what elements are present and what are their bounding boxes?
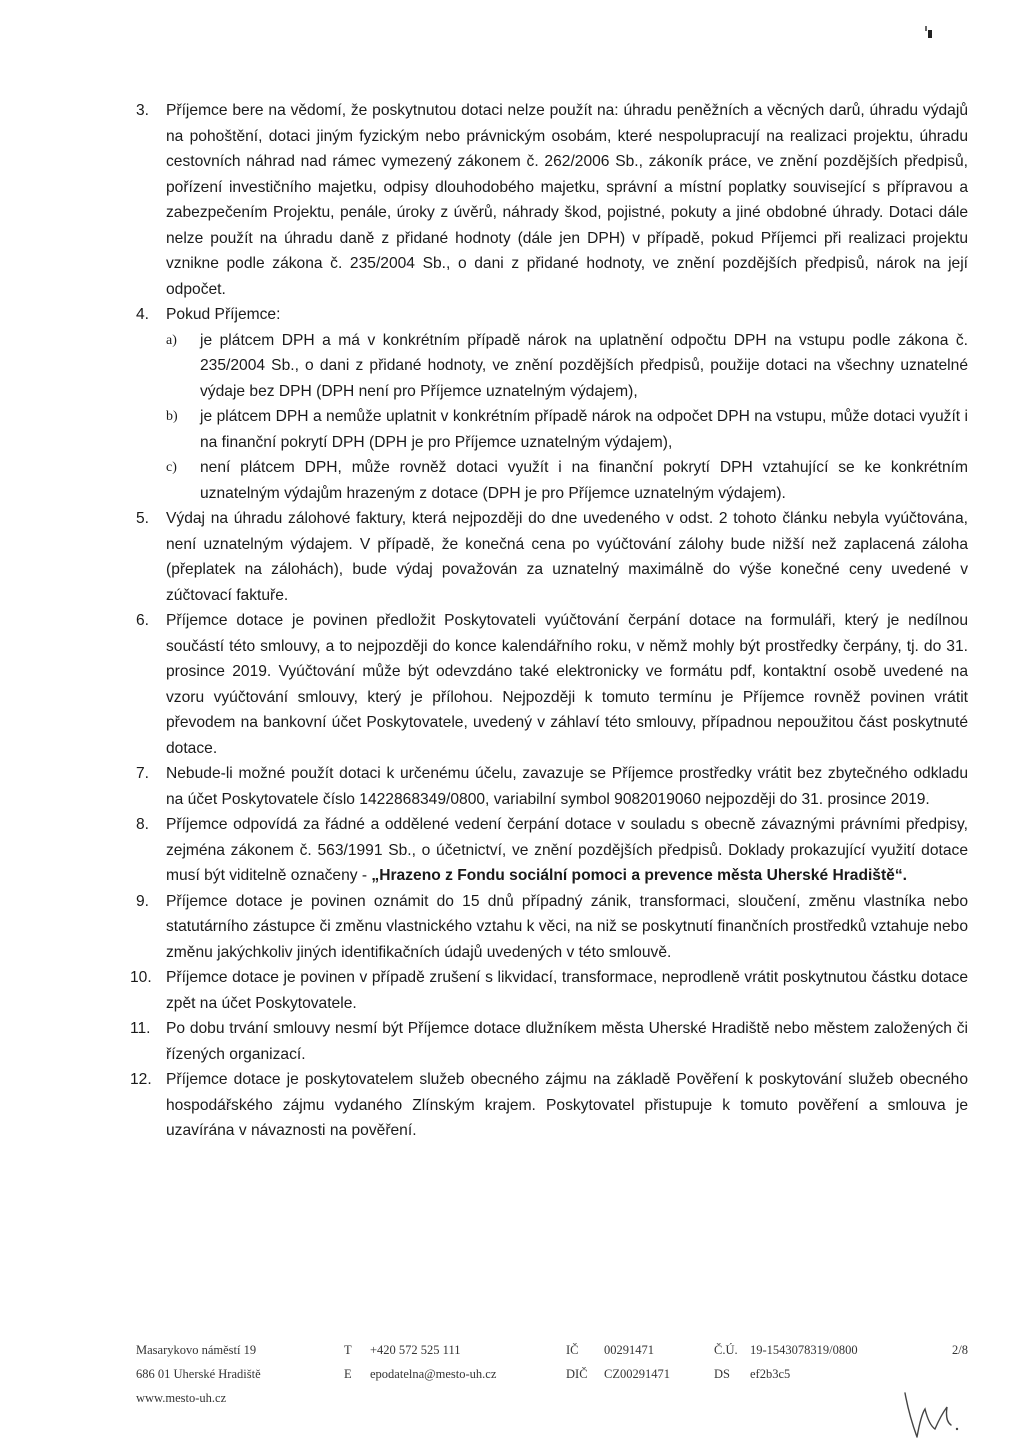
footer-ds-label: DS (714, 1367, 730, 1381)
footer-address-city: 686 01 Uherské Hradiště (136, 1367, 261, 1381)
footer-ds: ef2b3c5 (750, 1367, 791, 1381)
clause-text-plain: Příjemce odpovídá za řádné a oddělené vedení čerpání dotace v souladu s obecně závaznými právními předpisy, zejména zákonem č. 563/1991 Sb., o účetnictví, ve znění pozdějších předpisů. Doklady prokazující využití dotace musí být viditelně označeny - (166, 816, 968, 884)
footer-address-street: Masarykovo náměstí 19 (136, 1343, 257, 1357)
footer-account-label: Č.Ú. (714, 1343, 738, 1357)
clause-text: Po dobu trvání smlouvy nesmí být Příjemce dotace dlužníkem města Uherské Hradiště nebo městem založených či řízených organizací. (166, 1020, 968, 1063)
clause-text (166, 812, 968, 889)
clause-9 (136, 889, 968, 966)
scan-mark (928, 30, 932, 38)
signature-initials-icon (895, 1385, 965, 1445)
footer-website-link[interactable]: www.mesto-uh.cz (136, 1391, 227, 1405)
clause-number: 6. (136, 612, 150, 629)
clause-number: 4. (136, 306, 150, 323)
sub-letter: c) (166, 460, 177, 475)
clause-number: 7. (136, 765, 150, 782)
clause-11 (130, 1016, 968, 1067)
clause-4-a (166, 328, 968, 405)
clause-number: 12. (130, 1071, 152, 1088)
clause-text: Příjemce bere na vědomí, že poskytnutou dotaci nelze použít na: úhradu peněžních a věcných darů, úhradu výdajů na pohoštění, dotaci jiným fyzickým nebo právnickým osobám, které nespolupracují na realizaci projektu, úhradu cestovních náhrad nad rámec vymezený zákonem č. 262/2006 Sb., zákoník práce, ve znění pozdějších předpisů, pořízení investičního majetku, odpisy dlouhodobého majetku, správní a místní poplatky související s přípravou a zabezpečením Projektu, penále, úroky z úvěrů, náhrady škod, pojistné, pokuty a jiné obdobné úhrady. Dotaci dále nelze použít na úhradu daně z přidané hodnoty (dále jen DPH) v případě, pokud Příjemci při realizaci projektu vznikne podle zákona č. 235/2004 Sb., o dani z přidané hodnoty, ve znění pozdějších předpisů, nárok na její odpočet. (166, 102, 968, 298)
sub-letter: a) (166, 332, 177, 348)
scan-mark-small (925, 26, 927, 31)
clause-6 (136, 608, 968, 761)
footer-bank (714, 1338, 858, 1386)
sub-text: není plátcem DPH, může rovněž dotaci využít i na finanční pokrytí DPH vztahující se ke konkrétním uznatelným výdajům hrazeným z dotace (DPH je pro Příjemce uznatelným výdajem). (200, 459, 968, 502)
contract-body (130, 98, 968, 1144)
sub-letter: b) (166, 409, 178, 424)
sub-text: je plátcem DPH a nemůže uplatnit v konkrétním případě nárok na odpočet DPH na vstupu, může dotaci využít i na finanční pokrytí DPH (DPH je pro Příjemce uznatelným výdajem), (200, 408, 968, 451)
footer-address (136, 1338, 261, 1410)
clause-number: 3. (136, 102, 150, 119)
footer-contact (344, 1338, 496, 1386)
footer-email-label: E (344, 1367, 352, 1381)
footer-ids (566, 1338, 670, 1386)
footer-account: 19-1543078319/0800 (750, 1343, 858, 1357)
clause-text: Pokud Příjemce: (166, 306, 281, 323)
clause-3 (136, 98, 968, 302)
clause-number: 10. (130, 969, 152, 986)
clause-text: Příjemce dotace je povinen v případě zrušení s likvidací, transformace, neprodleně vrátit poskytnutou částku dotace zpět na účet Poskytovatele. (166, 969, 968, 1012)
footer-ic: 00291471 (604, 1343, 654, 1357)
page-number: 2/8 (952, 1343, 968, 1357)
clause-4-b (166, 404, 968, 455)
clause-4-c (166, 455, 968, 506)
clause-text-bold: „Hrazeno z Fondu sociální pomoci a prevence města Uherské Hradiště“. (371, 867, 907, 884)
footer-dic: CZ00291471 (604, 1367, 670, 1381)
footer-tel-label: T (344, 1343, 352, 1357)
clause-text: Příjemce dotace je poskytovatelem služeb obecného zájmu na základě Pověření k poskytování služeb obecného hospodářského zájmu vydaného Zlínským krajem. Poskytovatel přistupuje k tomuto pověření a smlouva je uzavírána v návaznosti na pověření. (166, 1071, 968, 1139)
clause-number: 5. (136, 510, 150, 527)
clause-number: 9. (136, 892, 150, 910)
clause-4 (136, 302, 968, 506)
sub-text: je plátcem DPH a má v konkrétním případě nárok na uplatnění odpočtu DPH na vstupu podle zákona č. 235/2004 Sb., o dani z přidané hodnoty, ve znění pozdějších předpisů, použije dotaci na všechny uznatelné výdaje bez DPH (DPH není pro Příjemce uznatelným výdajem), (200, 331, 968, 400)
clause-text: Výdaj na úhradu zálohové faktury, která nejpozději do dne uvedeného v odst. 2 tohoto článku nebyla vyúčtována, není uznatelným výdajem. V případě, že konečná cena po vyúčtování zálohy bude nižší než zaplacená záloha (přeplatek na zálohách), bude výdaj považován za uznatelný maximálně do výše konečné ceny uvedené v zúčtovací faktuře. (166, 510, 968, 604)
clause-number: 11. (130, 1020, 151, 1037)
clause-text: Nebude-li možné použít dotaci k určenému účelu, zavazuje se Příjemce prostředky vrátit bez zbytečného odkladu na účet Poskytovatele číslo 1422868349/0800, variabilní symbol 9082019060 nejpozději do 31. prosince 2019. (166, 765, 968, 808)
clause-7 (136, 761, 968, 812)
footer-ic-label: IČ (566, 1343, 579, 1357)
clause-8 (136, 812, 968, 889)
clause-12 (130, 1067, 968, 1144)
clause-5 (136, 506, 968, 608)
clause-text: Příjemce dotace je povinen předložit Poskytovateli vyúčtování čerpání dotace na formuláři, který je nedílnou součástí této smlouvy, a to nejpozději do konce kalendářního roku, v němž mohly být prostředky čerpány, tj. do 31. prosince 2019. Vyúčtování může být odevzdáno také elektronicky ve formátu pdf, kontaktní osobě uvedené na vzoru vyúčtování smlouvy, který je přílohou. Nejpozději k tomuto termínu je Příjemce rovněž povinen vrátit převodem na bankovní účet Poskytovatele, uvedený v záhlaví této smlouvy, případnou nepoužitou část poskytnuté dotace. (166, 612, 968, 757)
clause-text: Příjemce dotace je povinen oznámit do 15 dnů případný zánik, transformaci, sloučení, změnu vlastníka nebo statutárního zástupce či změnu vlastnického vztahu k věci, na niž se poskytnutí finančních prostředků vztahuje nebo změnu jakýchkoliv jiných identifikačních údajů uvedených v této smlouvě. (166, 892, 968, 961)
clause-10 (130, 965, 968, 1016)
clause-number: 8. (136, 816, 150, 833)
footer-email-link[interactable]: epodatelna@mesto-uh.cz (370, 1367, 497, 1381)
footer-dic-label: DIČ (566, 1367, 588, 1381)
footer-tel: +420 572 525 111 (370, 1343, 461, 1357)
